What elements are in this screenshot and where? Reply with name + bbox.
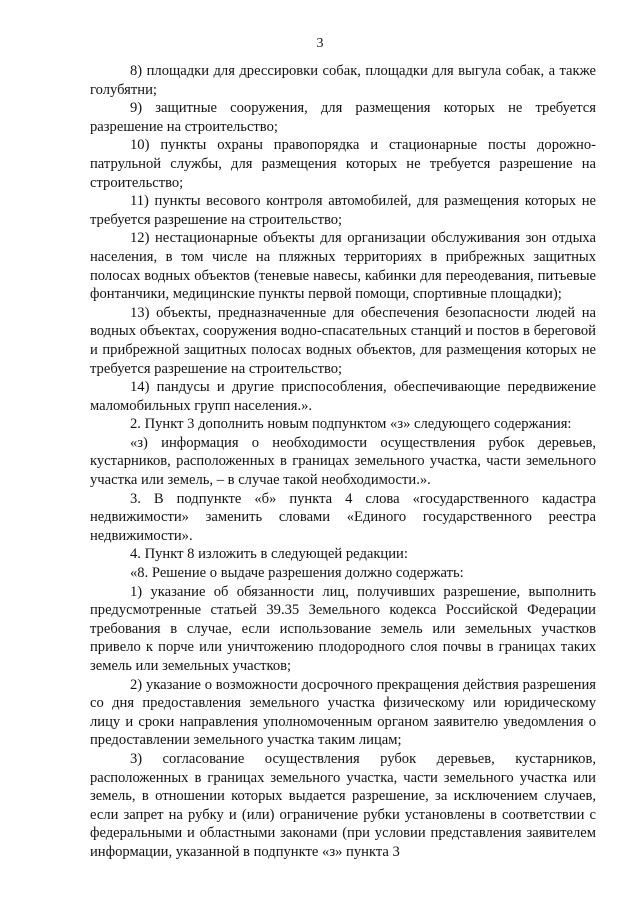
paragraph-point-8-intro: «8. Решение о выдаче разрешения должно содержать:	[130, 565, 464, 582]
paragraph-item-13: 13) объекты, предназначенные для обеспечения безопасности людей на водных объектах, сооружения водно-спасательных станций и постов в береговой и прибрежной защитных полосах водных объектов, для размещения которых не требуется разрешение на строительство;	[90, 304, 596, 377]
paragraph-item-11: 11) пункты весового контроля автомобилей, для размещения которых не требуется разрешение на строительство;	[90, 193, 596, 228]
paragraph-subpoint-z: «з) информация о необходимости осуществления рубок деревьев, кустарников, расположенных в границах земельного участка, части земельного участка или земель, – в случае такой необходимости.».	[90, 434, 596, 489]
paragraph-requirement-2: 2) указание о возможности досрочного прекращения действия разрешения со дня предоставления земельного участка физическому или юридическому лицу и сроки направления уполномоченным органом заявителю уведомления о предоставлении земельного участка таким лицам;	[90, 676, 596, 749]
paragraph-requirement-1: 1) указание об обязанности лиц, получивших разрешение, выполнить предусмотренные статьей 39.35 Земельного кодекса Российской Федерации требования в случае, если использование земель или земельных участков привело к порче или уничтожению плодородного слоя почвы в границах таких земель или земельных участков;	[90, 583, 596, 674]
paragraph-point-3: 3. В подпункте «б» пункта 4 слова «государственного кадастра недвижимости» заменить словами «Единого государственного реестра недвижимости».	[90, 490, 596, 544]
paragraph-item-8: 8) площадки для дрессировки собак, площадки для выгула собак, а также голубятни;	[90, 63, 596, 98]
page-number: 3	[316, 36, 324, 51]
paragraph-item-10: 10) пункты охраны правопорядка и стационарные посты дорожно-патрульной службы, для размещения которых не требуется разрешение на строительство;	[90, 137, 596, 191]
paragraph-point-2: 2. Пункт 3 дополнить новым подпунктом «з» следующего содержания:	[130, 416, 572, 433]
paragraph-item-12: 12) нестационарные объекты для организации обслуживания зон отдыха населения, в том числе на пляжных территориях в прибрежных защитных полосах водных объектов (теневые навесы, кабинки для переодевания, питьевые фонтанчики, медицинские пункты первой помощи, спортивные площадки);	[90, 230, 596, 303]
paragraph-item-9: 9) защитные сооружения, для размещения которых не требуется разрешение на строительство;	[90, 100, 596, 135]
paragraph-point-4: 4. Пункт 8 изложить в следующей редакции:	[130, 546, 408, 563]
document-body	[90, 62, 596, 862]
paragraph-item-14: 14) пандусы и другие приспособления, обеспечивающие передвижение маломобильных групп населения.».	[90, 379, 596, 414]
paragraph-requirement-3: 3) согласование осуществления рубок деревьев, кустарников, расположенных в границах земельного участка, части земельного участка или земель, в отношении которых выдается разрешение, за исключением случаев, если запрет на рубку и (или) ограничение рубки установлены в соответствии с федеральными и областными законами (при условии представления заявителем информации, указанной в подпункте «з» пункта 3	[90, 750, 596, 860]
